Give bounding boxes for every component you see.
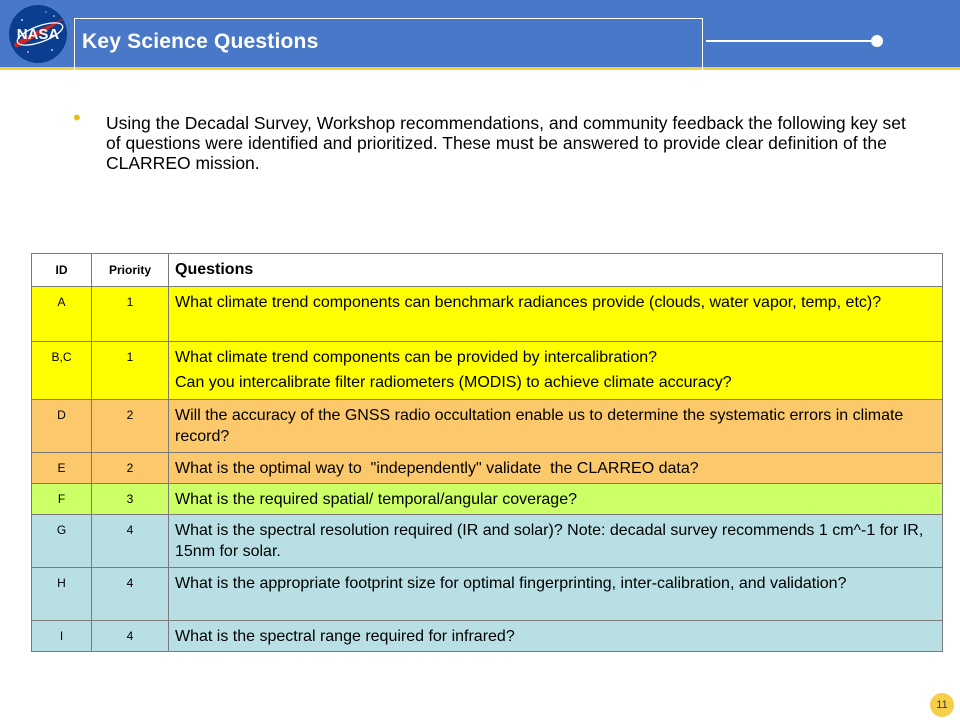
row-id: G — [32, 515, 92, 568]
table-row — [32, 342, 943, 400]
row-question: What is the optimal way to "independently" validate the CLARREO data? — [169, 453, 943, 484]
table-row — [32, 515, 943, 568]
header-priority: Priority — [92, 254, 169, 287]
row-question: What climate trend components can benchmark radiances provide (clouds, water vapor, temp, etc)? — [169, 287, 943, 342]
table-row — [32, 484, 943, 515]
row-question: What is the required spatial/ temporal/angular coverage? — [169, 484, 943, 515]
intro-paragraph: Using the Decadal Survey, Workshop recommendations, and community feedback the following key set of questions were identified and prioritized. These must be answered to provide clear definition of the CLARREO mission. — [106, 113, 906, 173]
row-id: D — [32, 400, 92, 453]
row-question-group — [169, 342, 943, 400]
bullet-marker: • — [73, 105, 81, 130]
header-questions: Questions — [169, 254, 943, 287]
row-id: A — [32, 287, 92, 342]
table-row — [32, 621, 943, 652]
table-row — [32, 400, 943, 453]
table-row — [32, 568, 943, 621]
row-priority: 3 — [92, 484, 169, 515]
row-priority: 2 — [92, 400, 169, 453]
row-id: F — [32, 484, 92, 515]
row-priority: 4 — [92, 621, 169, 652]
table-row — [32, 453, 943, 484]
row-priority: 2 — [92, 453, 169, 484]
row-id: B,C — [32, 342, 92, 400]
row-question: What is the spectral range required for infrared? — [169, 621, 943, 652]
nasa-logo-text: NASA — [16, 26, 60, 43]
header-id: ID — [32, 254, 92, 287]
questions-table — [31, 253, 943, 652]
row-priority: 1 — [92, 342, 169, 400]
page-number: 11 — [930, 693, 954, 717]
header-accent-dot — [871, 35, 883, 47]
row-question: What is the spectral resolution required (IR and solar)? Note: decadal survey recommends 1 cm^-1 for IR, 15nm for solar. — [169, 515, 943, 568]
table-header-row — [32, 254, 943, 287]
row-question: What is the appropriate footprint size for optimal fingerprinting, inter-calibration, and validation? — [169, 568, 943, 621]
nasa-logo — [8, 4, 68, 64]
row-id: H — [32, 568, 92, 621]
row-priority: 4 — [92, 515, 169, 568]
row-priority: 1 — [92, 287, 169, 342]
row-question: Will the accuracy of the GNSS radio occultation enable us to determine the systematic errors in climate record? — [169, 400, 943, 453]
row-id: E — [32, 453, 92, 484]
row-id: I — [32, 621, 92, 652]
row-question-secondary: Can you intercalibrate filter radiometers (MODIS) to achieve climate accuracy? — [175, 374, 732, 391]
table-row — [32, 287, 943, 342]
page-title: Key Science Questions — [82, 30, 319, 53]
header-accent-line — [706, 40, 876, 42]
row-priority: 4 — [92, 568, 169, 621]
row-question: What climate trend components can be provided by intercalibration? — [175, 349, 658, 366]
